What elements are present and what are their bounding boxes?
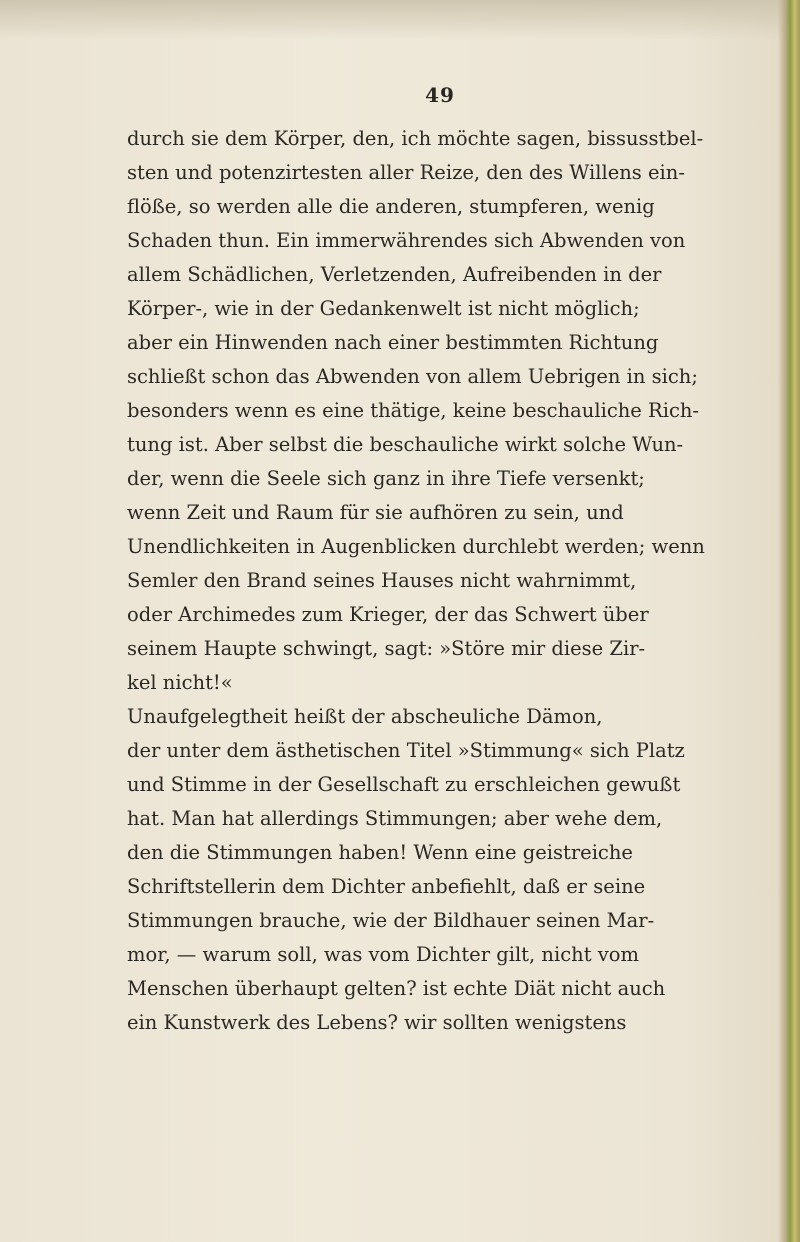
text-line: sten und potenzirtesten aller Reize, den des Willens ein- bbox=[127, 161, 685, 184]
text-line: Körper-, wie in der Gedankenwelt ist nicht möglich; bbox=[127, 297, 640, 320]
text-line: der unter dem ästhetischen Titel »Stimmung« sich Platz bbox=[127, 739, 685, 762]
text-line: flöße, so werden alle die anderen, stumpferen, wenig bbox=[127, 195, 655, 218]
text-line: allem Schädlichen, Verletzenden, Aufreibenden in der bbox=[127, 263, 662, 286]
text-line: Unendlichkeiten in Augenblicken durchlebt werden; wenn bbox=[127, 535, 705, 558]
text-line: den die Stimmungen haben! Wenn eine geistreiche bbox=[127, 841, 633, 864]
book-spine-edge bbox=[778, 0, 800, 1242]
text-line: Schriftstellerin dem Dichter anbefiehlt, daß er seine bbox=[127, 875, 646, 898]
text-line: Semler den Brand seines Hauses nicht wahrnimmt, bbox=[127, 569, 637, 592]
text-line: Schaden thun. Ein immerwährendes sich Abwenden von bbox=[127, 229, 686, 252]
text-line: der, wenn die Seele sich ganz in ihre Tiefe versenkt; bbox=[127, 467, 645, 490]
text-line: hat. Man hat allerdings Stimmungen; aber wehe dem, bbox=[127, 807, 663, 830]
text-line: wenn Zeit und Raum für sie aufhören zu sein, und bbox=[127, 501, 624, 524]
body-text bbox=[127, 122, 767, 1040]
page-top-shadow bbox=[0, 0, 800, 40]
text-line: kel nicht!« bbox=[127, 671, 233, 694]
text-line: Stimmungen brauche, wie der Bildhauer seinen Mar- bbox=[127, 909, 655, 932]
text-line: Unaufgelegtheit heißt der abscheuliche Dämon, bbox=[127, 705, 603, 728]
text-line: oder Archimedes zum Krieger, der das Schwert über bbox=[127, 603, 649, 626]
text-line: ein Kunstwerk des Lebens? wir sollten wenigstens bbox=[127, 1011, 627, 1034]
page-number: 49 bbox=[425, 83, 455, 107]
text-line: mor, — warum soll, was vom Dichter gilt, nicht vom bbox=[127, 943, 639, 966]
text-line: aber ein Hinwenden nach einer bestimmten Richtung bbox=[127, 331, 659, 354]
text-line: schließt schon das Abwenden von allem Uebrigen in sich; bbox=[127, 365, 698, 388]
text-line: tung ist. Aber selbst die beschauliche wirkt solche Wun- bbox=[127, 433, 684, 456]
text-line: Menschen überhaupt gelten? ist echte Diät nicht auch bbox=[127, 977, 666, 1000]
text-line: besonders wenn es eine thätige, keine beschauliche Rich- bbox=[127, 399, 700, 422]
text-line: seinem Haupte schwingt, sagt: »Störe mir diese Zir- bbox=[127, 637, 646, 660]
text-line: durch sie dem Körper, den, ich möchte sagen, bissusstbel- bbox=[127, 127, 704, 150]
text-line: und Stimme in der Gesellschaft zu erschleichen gewußt bbox=[127, 773, 681, 796]
